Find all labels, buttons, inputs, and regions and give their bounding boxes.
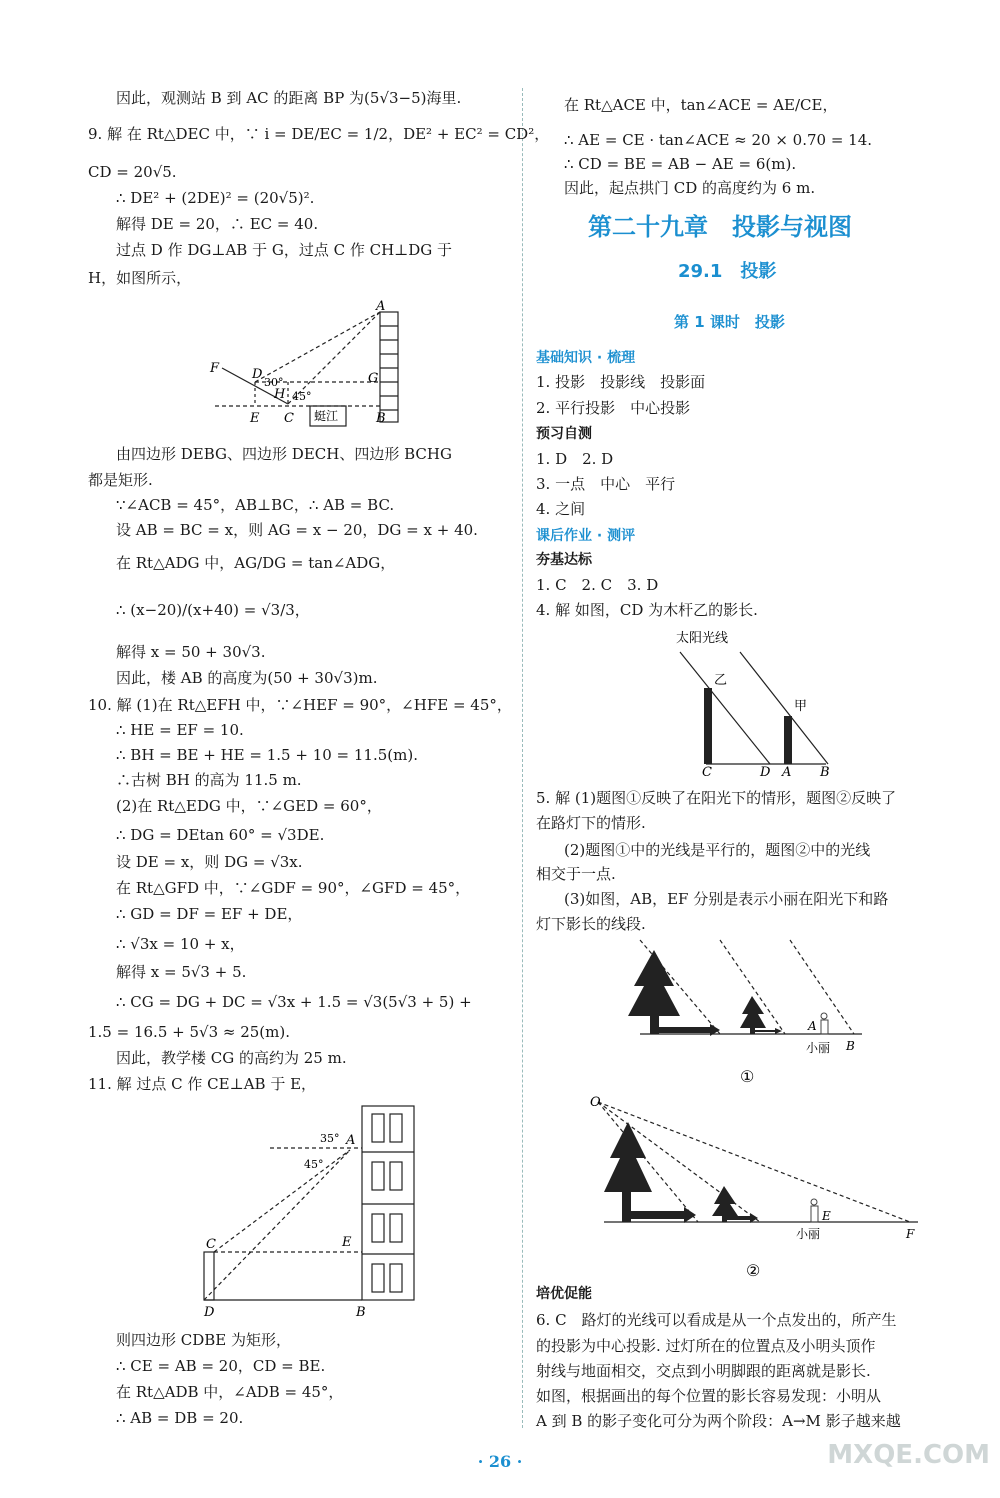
text-line: ∴ CG = DG + DC = √3x + 1.5 = √3(5√3 + 5) +	[116, 993, 472, 1011]
answer-line: 1. D 2. D	[536, 450, 614, 468]
label-A: A	[782, 765, 792, 778]
answer-line: 1. 投影 投影线 投影面	[536, 373, 706, 391]
text-line: 解得 DE = 20，∴ EC = 40.	[116, 215, 319, 233]
text-line: 在 Rt△ACE 中，tan∠ACE = AE/CE，	[564, 96, 838, 114]
text-line: CD = 20√5.	[88, 163, 177, 181]
text-line: ∴ AB = DB = 20.	[116, 1409, 244, 1427]
label-F: F	[906, 1227, 915, 1241]
answer-line: 相交于一点.	[536, 865, 616, 883]
label-A: A	[346, 1133, 356, 1148]
text-line: 在 Rt△ADG 中，AG/DG = tan∠ADG，	[116, 554, 396, 572]
section-heading: 课后作业 · 测评	[536, 528, 636, 544]
label-A: A	[808, 1019, 817, 1033]
label-G: G	[368, 371, 379, 386]
text-line: 因此，观测站 B 到 AC 的距离 BP 为(5√3−5)海里.	[116, 89, 462, 107]
text-line: ∴ GD = DF = EF + DE，	[116, 905, 303, 923]
text-line: ∴ CE = AB = 20，CD = BE.	[116, 1357, 326, 1375]
text-line: ∴ DE² + (2DE)² = (20√5)².	[116, 189, 315, 207]
text-line: ∴ BH = BE + HE = 1.5 + 10 = 11.5(m).	[116, 746, 418, 764]
label-D: D	[252, 367, 263, 382]
text-line: 因此，教学楼 CG 的高约为 25 m.	[116, 1049, 347, 1067]
angle-30: 30°	[264, 376, 284, 389]
text-line: 设 DE = x，则 DG = √3x.	[116, 853, 303, 871]
label-O: O	[590, 1095, 601, 1110]
figure-problem-9	[200, 298, 420, 430]
text-line: 都是矩形.	[88, 471, 153, 489]
label-yi: 乙	[714, 673, 728, 688]
lesson-title: 第 1 课时 投影	[674, 313, 785, 331]
figure-problem-11	[190, 1100, 430, 1322]
label-F: F	[210, 361, 220, 376]
problem-11-line: 11. 解 过点 C 作 CE⊥AB 于 E，	[88, 1075, 317, 1093]
page-number: · 26 ·	[477, 1452, 523, 1471]
answer-line: 射线与地面相交，交点到小明脚跟的距离就是影长.	[536, 1362, 871, 1380]
label-C: C	[206, 1237, 216, 1252]
label-B: B	[376, 411, 386, 426]
subsection-heading: 夯基达标	[536, 552, 592, 568]
label-jia: 甲	[794, 699, 808, 714]
text-line: 解得 x = 5√3 + 5.	[116, 963, 247, 981]
answer-line: (3)如图，AB，EF 分别是表示小丽在阳光下和路	[564, 890, 889, 908]
answer-line: 在路灯下的情形.	[536, 814, 646, 832]
label-C: C	[702, 765, 712, 778]
label-E: E	[250, 411, 260, 426]
answer-line: 4. 之间	[536, 500, 586, 518]
text-line: 则四边形 CDBE 为矩形，	[116, 1331, 292, 1349]
figure-question-4	[660, 628, 870, 778]
figure-lamplight-2	[588, 1092, 928, 1282]
answer-line: 1. C 2. C 3. D	[536, 576, 659, 594]
xiaoli-label: 小丽	[796, 1227, 821, 1241]
label-A: A	[376, 299, 386, 314]
figure-number: ①	[740, 1067, 755, 1086]
text-line: ∴ HE = EF = 10.	[116, 721, 244, 739]
label-E: E	[822, 1209, 831, 1223]
section-heading: 基础知识 · 梳理	[536, 350, 636, 366]
label-E: E	[342, 1235, 352, 1250]
figure-sunlight-1	[610, 936, 870, 1086]
answer-line: 5. 解 (1)题图①反映了在阳光下的情形，题图②反映了	[536, 789, 897, 807]
label-B: B	[356, 1305, 366, 1320]
text-line: 因此，楼 AB 的高度为(50 + 30√3)m.	[116, 669, 378, 687]
text-line: ∵∠ACB = 45°，AB⊥BC，∴ AB = BC.	[116, 496, 395, 514]
label-H: H	[274, 387, 286, 402]
angle-35: 35°	[320, 1132, 340, 1145]
text-line: 在 Rt△ADB 中，∠ADB = 45°，	[116, 1383, 344, 1401]
watermark: MXQE.COM	[827, 1440, 990, 1470]
subsection-heading: 预习自测	[536, 426, 592, 442]
sun-label: 太阳光线	[676, 631, 729, 646]
figure-number: ②	[746, 1261, 761, 1280]
answer-line: 4. 解 如图，CD 为木杆乙的影长.	[536, 601, 758, 619]
text-line: ∴古树 BH 的高为 11.5 m.	[116, 771, 302, 789]
label-B: B	[846, 1039, 855, 1053]
river-label: 蜓江	[314, 409, 339, 423]
answer-line: A 到 B 的影子变化可分为两个阶段：A→M 影子越来越	[536, 1412, 901, 1430]
answer-line: 3. 一点 中心 平行	[536, 475, 676, 493]
section-title: 29.1 投影	[678, 261, 777, 282]
angle-45: 45°	[292, 390, 312, 403]
text-line: 在 Rt△GFD 中，∵∠GDF = 90°，∠GFD = 45°，	[116, 879, 471, 897]
text-line: ∴ DG = DEtan 60° = √3DE.	[116, 826, 325, 844]
problem-10-line: 10. 解 (1)在 Rt△EFH 中，∵∠HEF = 90°，∠HFE = 45°，	[88, 696, 512, 714]
column-divider	[522, 88, 523, 1428]
text-line: 1.5 = 16.5 + 5√3 ≈ 25(m).	[88, 1023, 290, 1041]
xiaoli-label: 小丽	[806, 1041, 831, 1055]
problem-9-line: 9. 解 在 Rt△DEC 中，∵ i = DE/EC = 1/2，DE² + EC² = CD²，	[88, 125, 550, 143]
text-line: 解得 x = 50 + 30√3.	[116, 643, 266, 661]
answer-line: 2. 平行投影 中心投影	[536, 399, 691, 417]
answer-line: 如图，根据画出的每个位置的影长容易发现：小明从	[536, 1387, 882, 1405]
text-line: 因此，起点拱门 CD 的高度约为 6 m.	[564, 179, 816, 197]
chapter-title: 第二十九章 投影与视图	[588, 213, 852, 241]
text-line: 设 AB = BC = x，则 AG = x − 20，DG = x + 40.	[116, 521, 478, 539]
label-D: D	[760, 765, 771, 778]
text-line: ∴ (x−20)/(x+40) = √3/3，	[116, 601, 310, 619]
text-line: H，如图所示，	[88, 269, 192, 287]
answer-line: 灯下影长的线段.	[536, 915, 646, 933]
label-C: C	[284, 411, 294, 426]
text-line: ∴ CD = BE = AB − AE = 6(m).	[564, 155, 797, 173]
answer-line: 的投影为中心投影. 过灯所在的位置点及小明头顶作	[536, 1337, 876, 1355]
text-line: 由四边形 DEBG、四边形 DECH、四边形 BCHG	[116, 445, 452, 463]
text-line: ∴ √3x = 10 + x，	[116, 935, 245, 953]
answer-line: 6. C 路灯的光线可以看成是从一个点发出的，所产生	[536, 1311, 897, 1329]
answer-line: (2)题图①中的光线是平行的，题图②中的光线	[564, 841, 871, 859]
text-line: ∴ AE = CE · tan∠ACE ≈ 20 × 0.70 = 14.	[564, 131, 873, 149]
subsection-heading: 培优促能	[536, 1286, 592, 1302]
label-D: D	[204, 1305, 215, 1320]
angle-45: 45°	[304, 1158, 324, 1171]
label-B: B	[820, 765, 830, 778]
text-line: 过点 D 作 DG⊥AB 于 G，过点 C 作 CH⊥DG 于	[116, 241, 453, 259]
text-line: (2)在 Rt△EDG 中，∵∠GED = 60°，	[116, 797, 382, 815]
